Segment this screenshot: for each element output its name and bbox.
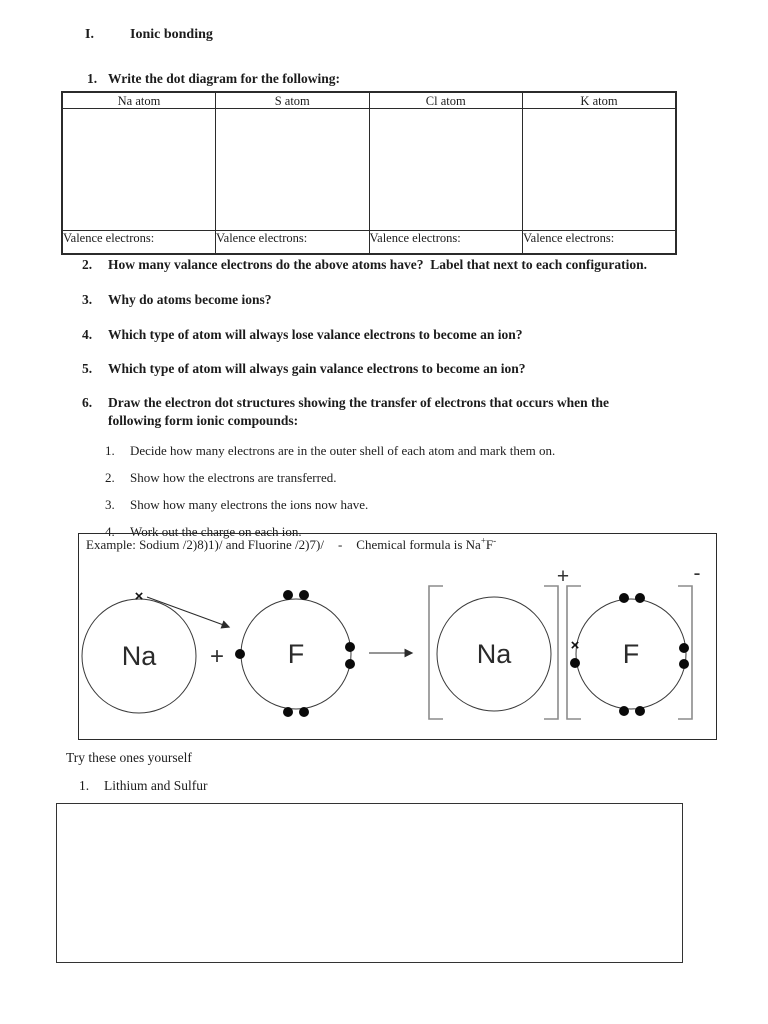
electron-dot (299, 590, 309, 600)
drawing-cell-k (523, 109, 677, 231)
f-ion-transferred-electron-mark: × (570, 637, 580, 654)
na-ion-left-bracket (429, 586, 443, 719)
try-item-1-text: Lithium and Sulfur (104, 778, 208, 793)
table-drawing-row (62, 109, 676, 231)
electron-dot (345, 642, 355, 652)
question-2-number: 2. (82, 257, 93, 272)
formula-minus-superscript: - (493, 535, 497, 546)
electron-transfer-diagram (79, 534, 715, 738)
electron-dot (619, 593, 629, 603)
dot-diagram-table (61, 91, 677, 255)
try-item-1 (79, 778, 208, 794)
substep-3 (105, 497, 368, 513)
electron-dot (283, 590, 293, 600)
column-header-na: Na atom (62, 92, 216, 109)
answer-drawing-box (56, 803, 683, 963)
question-6 (82, 394, 609, 430)
substep-1-number: 1. (105, 443, 115, 458)
section-title: Ionic bonding (130, 27, 213, 42)
question-6-text: Draw the electron dot structures showing the transfer of electrons that occurs when the following form ionic compounds: (108, 395, 610, 428)
na-ion-charge: + (556, 565, 570, 588)
electron-dot (679, 659, 689, 669)
electron-dot (235, 649, 245, 659)
na-ion-label: Na (476, 639, 512, 669)
question-3-number: 3. (82, 292, 93, 307)
question-3 (82, 291, 272, 309)
question-5-text: Which type of atom will always gain valance electrons to become an ion? (108, 361, 526, 376)
valence-cell-na: Valence electrons: (62, 231, 216, 255)
question-4-text: Which type of atom will always lose valance electrons to become an ion? (108, 327, 523, 342)
na-atom-label: Na (121, 641, 157, 671)
question-1 (87, 70, 340, 88)
question-3-text: Why do atoms become ions? (108, 292, 272, 307)
electron-dot (619, 706, 629, 716)
substep-2-number: 2. (105, 470, 115, 485)
substep-2-text: Show how the electrons are transferred. (130, 470, 337, 485)
valence-cell-s: Valence electrons: (216, 231, 370, 255)
question-1-text: Write the dot diagram for the following: (108, 71, 340, 86)
substep-1 (105, 443, 555, 459)
question-1-number: 1. (87, 71, 98, 86)
valence-cell-cl: Valence electrons: (369, 231, 523, 255)
substep-3-text: Show how many electrons the ions now have. (130, 497, 369, 512)
f-ion-label: F (622, 639, 640, 669)
electron-dot (283, 707, 293, 717)
substep-3-number: 3. (105, 497, 115, 512)
substep-2 (105, 470, 336, 486)
valence-cell-k: Valence electrons: (523, 231, 677, 255)
substep-4-number: 4. (105, 524, 115, 539)
electron-dot (679, 643, 689, 653)
column-header-k: K atom (523, 92, 677, 109)
f-ion-charge: - (693, 562, 701, 585)
column-header-cl: Cl atom (369, 92, 523, 109)
electron-dot (635, 593, 645, 603)
section-numeral: I. (85, 27, 94, 42)
table-valence-row (62, 231, 676, 255)
question-4 (82, 326, 522, 344)
question-5 (82, 360, 525, 378)
electron-dot (570, 658, 580, 668)
try-item-1-number: 1. (79, 778, 90, 793)
electron-dot (635, 706, 645, 716)
example-box (78, 533, 717, 740)
substep-4-text: Work out the charge on each ion. (130, 524, 302, 539)
drawing-cell-na (62, 109, 216, 231)
section-heading (85, 27, 213, 43)
substep-1-text: Decide how many electrons are in the outer shell of each atom and mark them on. (130, 443, 556, 458)
table-header-row (62, 92, 676, 109)
try-heading: Try these ones yourself (66, 750, 192, 765)
f-atom-label: F (287, 639, 305, 669)
plus-sign: + (209, 643, 225, 670)
drawing-cell-cl (369, 109, 523, 231)
question-4-number: 4. (82, 327, 93, 342)
question-6-number: 6. (82, 395, 93, 410)
electron-dot (299, 707, 309, 717)
electron-transfer-arrow (147, 597, 229, 627)
formula-plus-superscript: + (480, 535, 486, 546)
question-2-text: How many valance electrons do the above atoms have? Label that next to each configuration. (108, 257, 647, 272)
electron-dot (345, 659, 355, 669)
na-valence-electron-mark: × (134, 588, 144, 605)
column-header-s: S atom (216, 92, 370, 109)
example-caption: Example: Sodium /2)8)1)/ and Fluorine /2)7)/ - Chemical formula is Na+F- (86, 535, 497, 552)
drawing-cell-s (216, 109, 370, 231)
caption-dash: - (337, 537, 343, 552)
question-5-number: 5. (82, 361, 93, 376)
question-2 (82, 256, 647, 274)
